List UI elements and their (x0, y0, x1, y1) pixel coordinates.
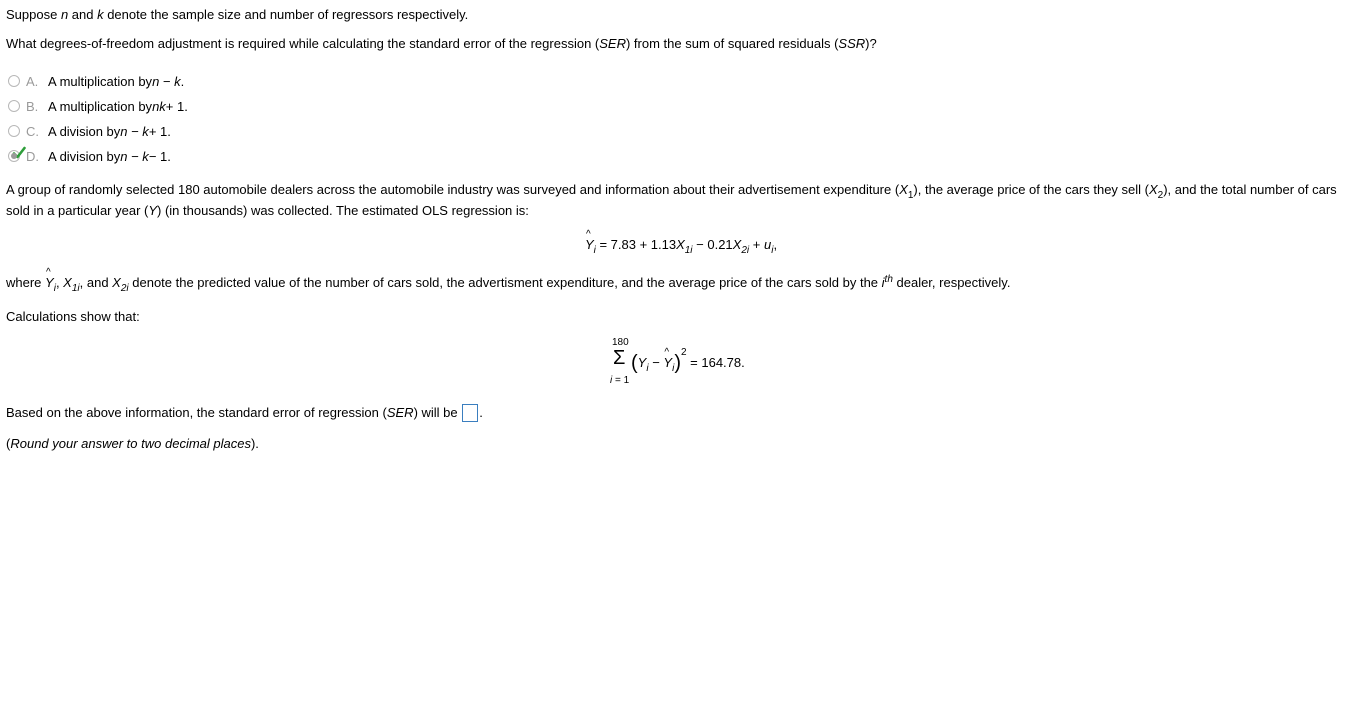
sum-term: ($Y_i$ − ^ $Y_i)^2 = 164.78$. (631, 352, 745, 375)
sum-lower-limit: i = 1 (610, 375, 630, 386)
radio-c[interactable] (8, 125, 20, 137)
calculations-label: Calculations show that: (6, 309, 140, 324)
radio-d[interactable] (8, 150, 20, 162)
sum-formula (605, 337, 785, 389)
question-prompt: What degrees-of-freedom adjustment is required while calculating the standard error of the regression (SER) from the sum of squared residuals (SSR)? (6, 36, 877, 51)
round-note: (Round your answer to two decimal places). (6, 436, 259, 451)
radio-a[interactable] (8, 75, 20, 87)
context-line-1: A group of randomly selected 180 automobile dealers across the automobile industry was surveyed and information about their advertisement expenditure $(X_1)$, the average price of the cars they sell $(X_2)$, and the total number of cars (6, 182, 1337, 201)
correct-check-icon (12, 146, 26, 160)
sigma-symbol: Σ (613, 347, 626, 369)
where-line: where ^ $Y_i$, $X_{1i}$, and $X_{2i}$ denote the predicted value of the number of cars sold, the advertisment expenditure, and the average price of the cars sold by the $i^{th}$ dealer, respectively. (6, 275, 1010, 290)
option-d[interactable]: D. A division by n − k − 1. (8, 148, 171, 164)
option-a[interactable]: A. A multiplication by n − k . (8, 73, 184, 89)
answer-line: Based on the above information, the standard error of regression (SER) will be . (6, 405, 483, 420)
question-intro: Suppose n and k denote the sample size and number of regressors respectively. (6, 7, 469, 22)
ser-answer-input[interactable] (462, 404, 478, 422)
option-c[interactable]: C. A division by n − k + 1. (8, 123, 171, 139)
context-line-2: sold in a particular year (Y) (in thousands) was collected. The estimated OLS regression is: (6, 203, 529, 218)
option-b[interactable]: B. A multiplication by nk + 1. (8, 98, 188, 114)
regression-equation: ^ $Y_i = 7.83 + 1.13X_{1i} - 0.21X_{2i} + u_i$, (0, 237, 1362, 252)
radio-b[interactable] (8, 100, 20, 112)
sum-upper-limit: 180 (612, 337, 629, 348)
